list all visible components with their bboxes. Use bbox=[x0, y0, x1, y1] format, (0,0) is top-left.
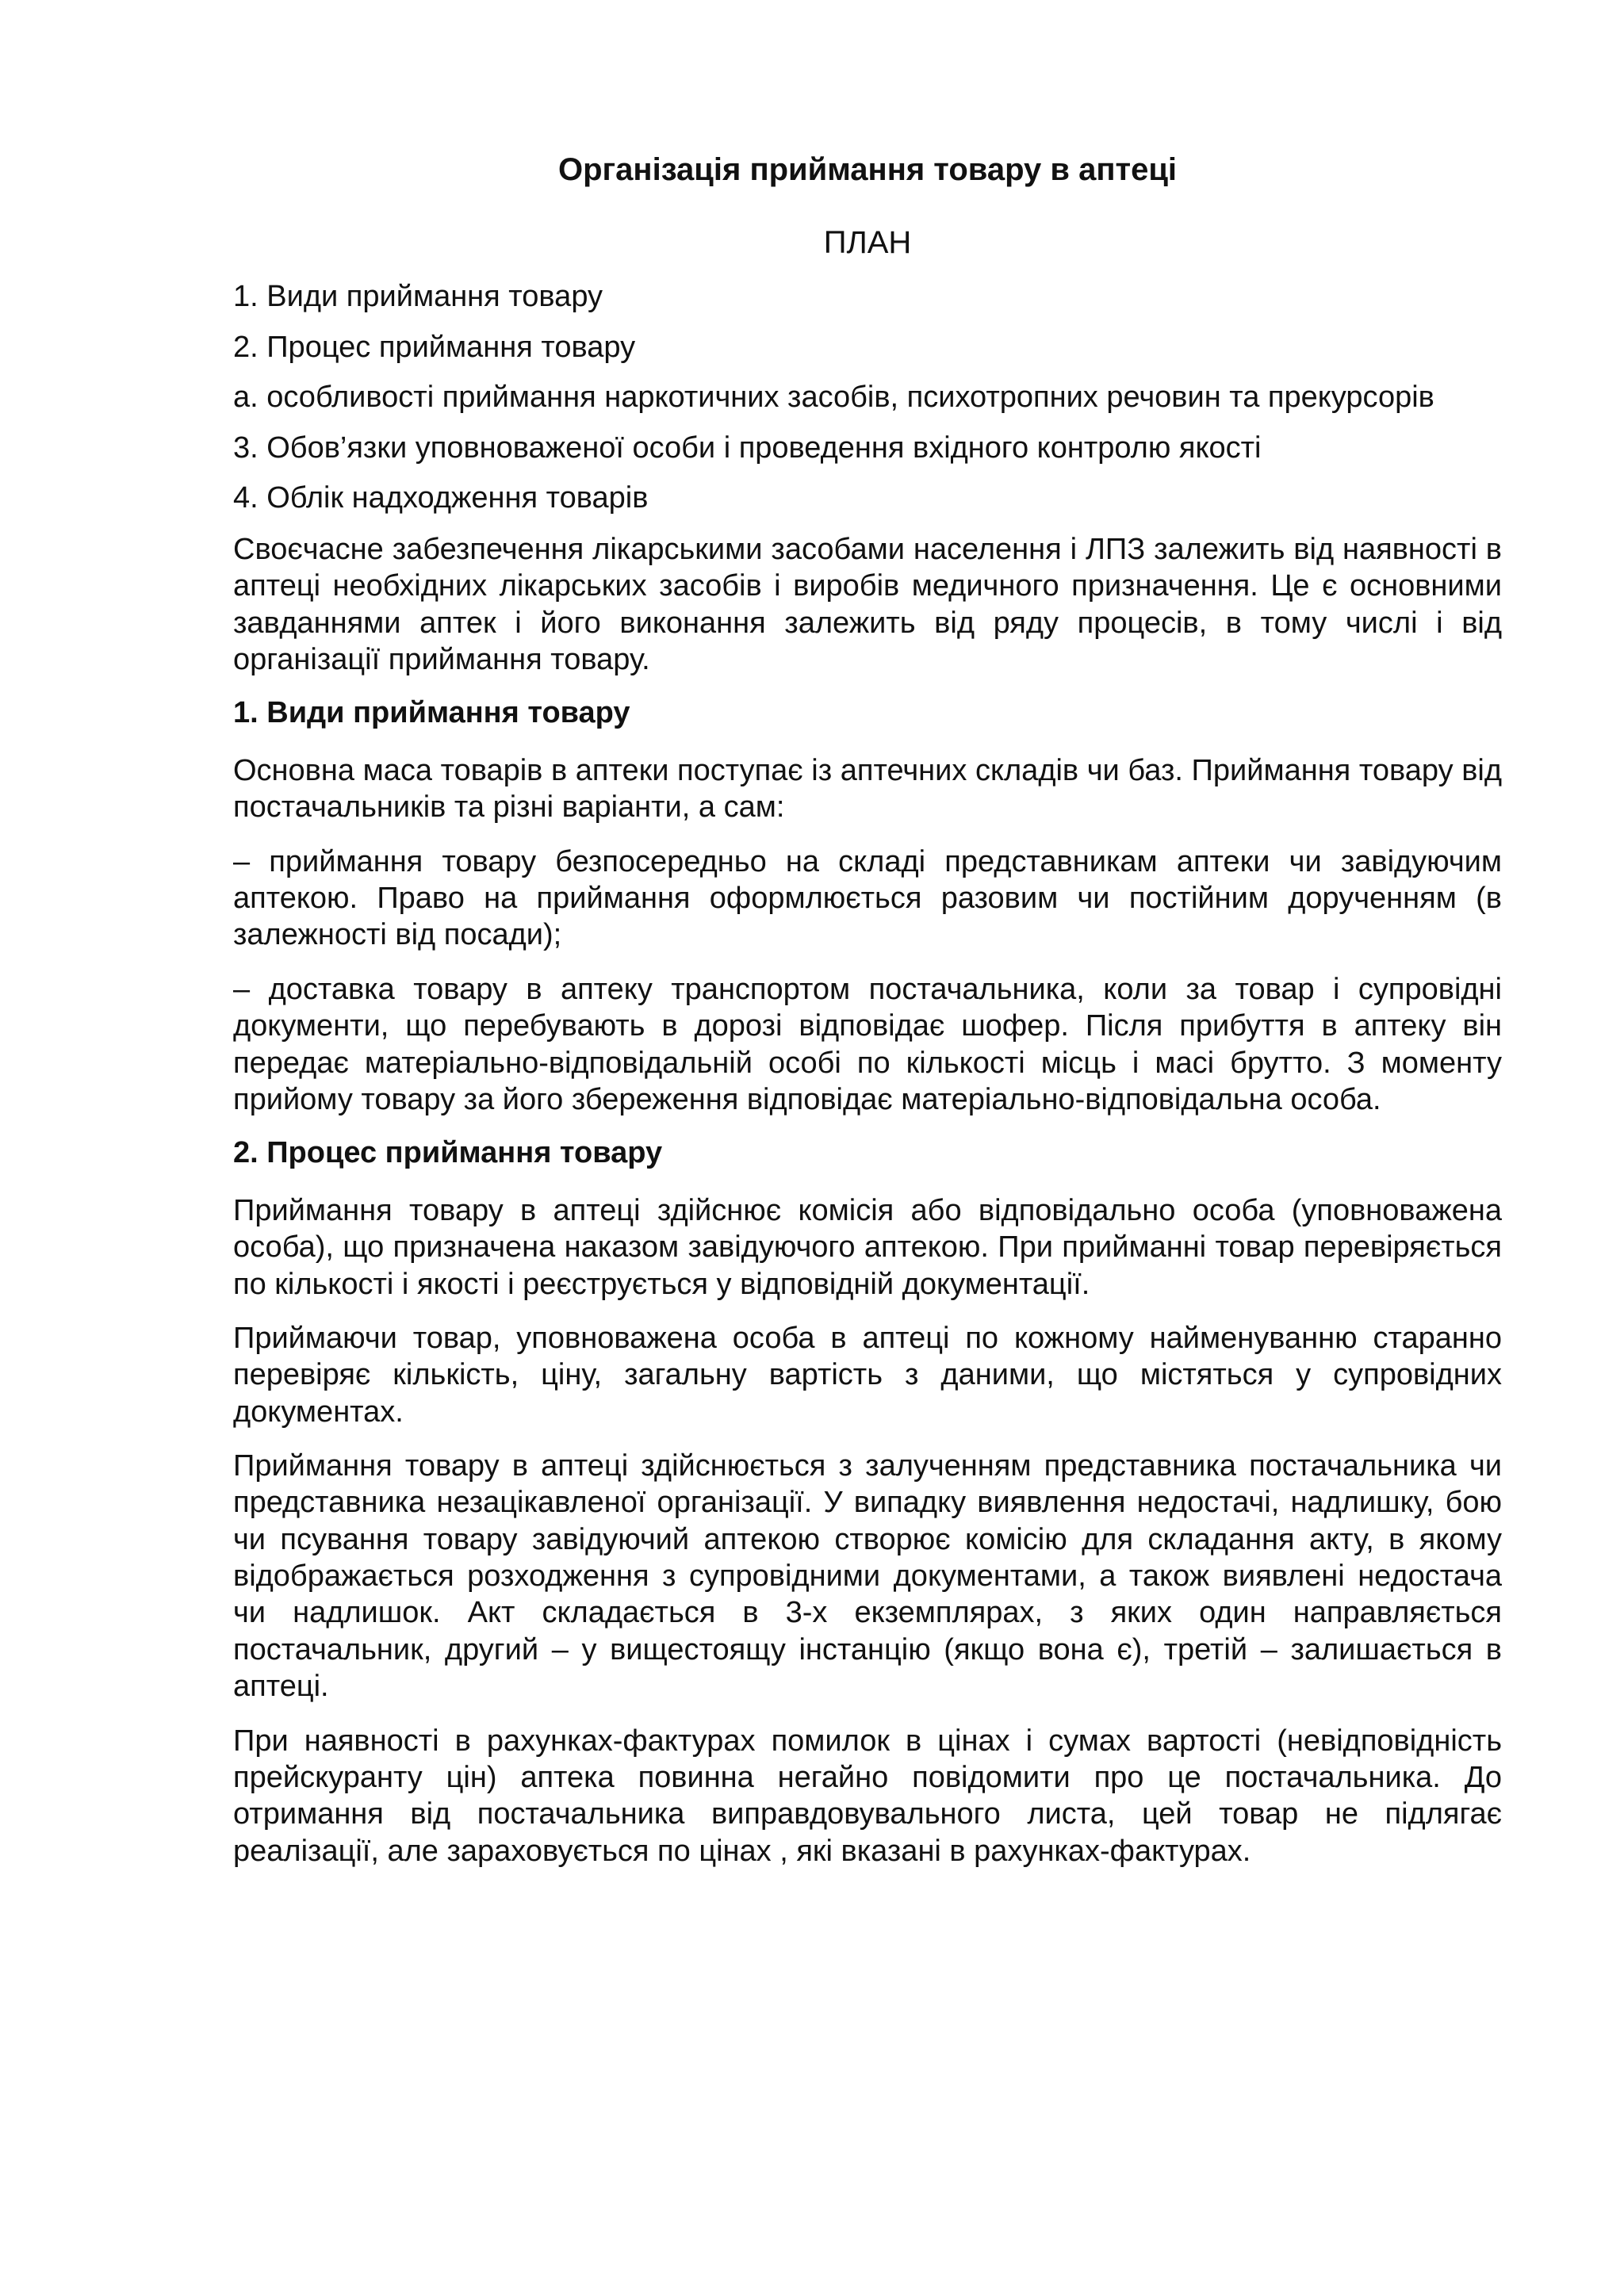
plan-heading: ПЛАН bbox=[823, 225, 912, 260]
intro-paragraph: Своєчасне забезпечення лікарськими засобами населення і ЛПЗ залежить від наявності в аптеці необхідних лікарських засобів і виробів медичного призначення. Це є основними завданнями аптек і його виконання залежить від ряду процесів, в тому числі і від організації приймання товару. bbox=[233, 532, 1502, 677]
plan-item: 4. Облік надходження товарів bbox=[233, 481, 649, 515]
plan-item: 3. Обов’язки уповноваженої особи і проведення вхідного контролю якості bbox=[233, 430, 1262, 465]
paragraph: Основна маса товарів в аптеки поступає із аптечних складів чи баз. Приймання товару від постачальників та різні варіанти, а сам: bbox=[233, 754, 1502, 825]
section-heading: 1. Види приймання товару bbox=[233, 696, 630, 730]
document-title: Організація приймання товару в аптеці bbox=[557, 152, 1178, 187]
paragraph: Приймання товару в аптеці здійснює комісія або відповідально особа (уповноважена особа), що призначена наказом завідуючого аптекою. При прийманні товар перевіряється по кількості і якості і реєструється у відповідній документації. bbox=[233, 1193, 1502, 1301]
plan-item: а. особливості приймання наркотичних засобів, психотропних речовин та прекурсорів bbox=[233, 381, 1434, 415]
paragraph: – приймання товару безпосередньо на складі представникам аптеки чи завідуючим аптекою. Право на приймання оформлюється разовим чи постійним дорученням (в залежності від посади); bbox=[233, 844, 1502, 952]
paragraph: При наявності в рахунках-фактурах помилок в цінах і сумах вартості (невідповідність прейскуранту цін) аптека повинна негайно повідомити про це постачальника. До отримання від постачальника виправдовувального листа, цей товар не підлягає реалізації, але зараховується по цінах , які вказані в рахунках-фактурах. bbox=[233, 1724, 1502, 1868]
section-heading: 2. Процес приймання товару bbox=[233, 1136, 663, 1170]
paragraph: Приймання товару в аптеці здійснюється з залученням представника постачальника чи представника незацікавленої організації. У випадку виявлення недостачі, надлишку, бою чи псування товару завідуючий аптекою створює комісію для складання акту, в якому відображається розходження з супровідними документами, а також виявлені недостача чи надлишок. Акт складається в 3-х екземплярах, з яких один направляється постачальник, другий – у вищестоящу інстанцію (якщо вона є), третій – залишається в аптеці. bbox=[233, 1448, 1502, 1704]
plan-item: 1. Види приймання товару bbox=[233, 280, 603, 313]
paragraph: – доставка товару в аптеку транспортом постачальника, коли за товар і супровідні документи, що перебувають в дорозі відповідає шофер. Після прибуття в аптеку він передає матеріально-відповідальній особі по кількості місць і масі брутто. З моменту прийому товару за його збереження відповідає матеріально-відповідальна особа. bbox=[233, 972, 1502, 1116]
plan-item: 2. Процес приймання товару bbox=[233, 330, 636, 364]
paragraph: Приймаючи товар, уповноважена особа в аптеці по кожному найменуванню старанно перевіряє кількість, ціну, загальну вартість з даними, що містяться у супровідних документах. bbox=[233, 1321, 1502, 1429]
plan-list bbox=[233, 279, 1502, 517]
